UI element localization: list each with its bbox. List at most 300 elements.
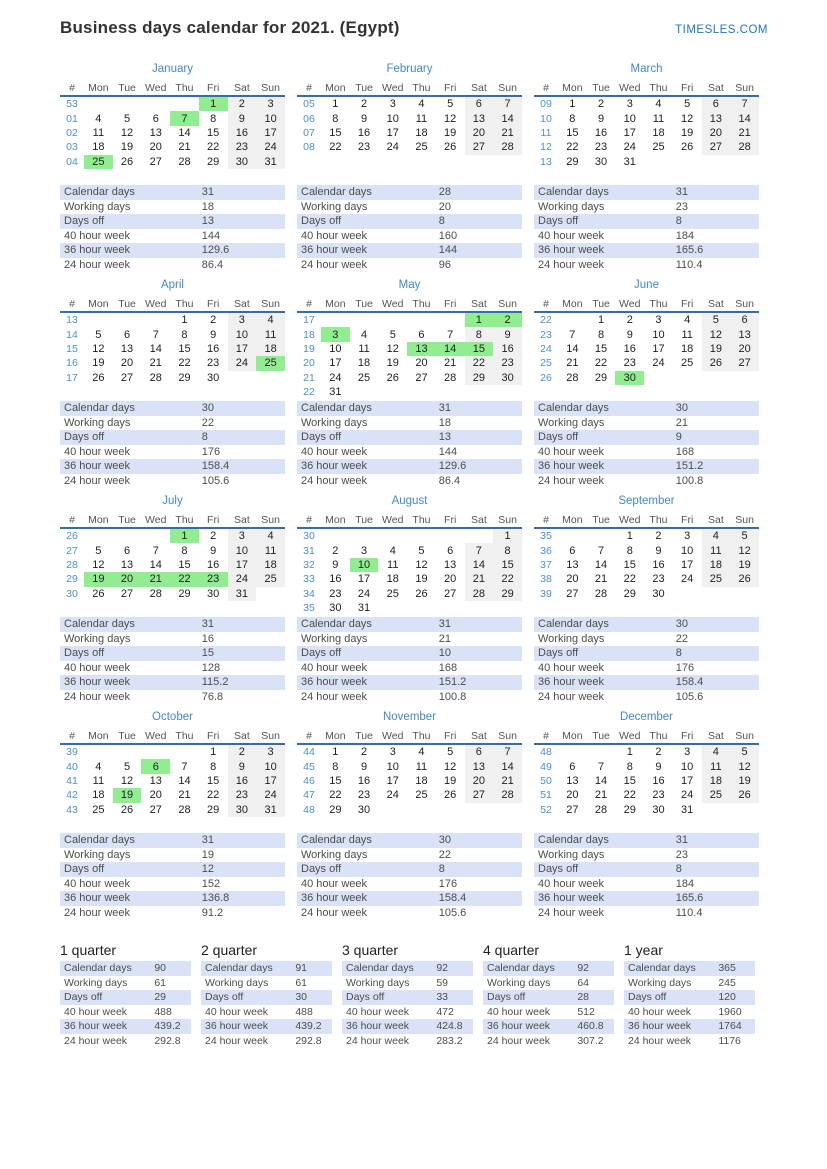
stat-value: 15 (201, 647, 214, 660)
day-cell: 15 (493, 558, 522, 572)
stat-label: 40 hour week (301, 877, 368, 890)
stat-value: 22 (675, 632, 688, 645)
stat-value: 105.6 (675, 690, 704, 703)
stat-value: 13 (201, 215, 214, 228)
stat-label: Days off (64, 991, 103, 1004)
week-row (60, 744, 285, 759)
stat-label: Working days (346, 976, 410, 989)
week-number: 40 (66, 760, 78, 773)
day-cell (84, 528, 113, 543)
stat-value: 158.4 (675, 676, 704, 689)
stat-label: 24 hour week (301, 906, 368, 919)
day-cell: 19 (444, 126, 457, 139)
day-header: Tue (113, 728, 142, 744)
day-cell: 23 (357, 141, 371, 154)
week-number: 31 (303, 544, 315, 557)
day-cell: 8 (210, 112, 217, 125)
week-number: 02 (66, 126, 78, 139)
day-cell: 11 (702, 759, 731, 773)
stat-label: Calendar days (628, 962, 696, 975)
week-row (534, 111, 759, 125)
day-cell: 22 (170, 572, 199, 586)
week-number: 12 (540, 141, 552, 154)
day-cell: 26 (681, 141, 694, 154)
stat-value: 488 (295, 1005, 313, 1018)
stats-row (297, 243, 522, 258)
day-cell: 5 (123, 760, 131, 773)
day-cell: 2 (210, 530, 217, 543)
stats-row (297, 646, 522, 661)
stats-row (624, 1034, 755, 1049)
stats-row (534, 877, 759, 892)
stats-row (60, 1005, 191, 1020)
day-header: Thu (407, 296, 436, 312)
day-cell: 13 (149, 126, 162, 139)
day-header: Wed (378, 80, 407, 96)
day-cell: 5 (95, 544, 102, 557)
day-cell: 9 (210, 544, 217, 557)
stat-value: 13 (438, 431, 451, 444)
day-cell: 20 (465, 774, 494, 788)
day-cell: 17 (256, 774, 285, 788)
stat-label: 40 hour week (64, 661, 131, 674)
week-row (60, 126, 285, 140)
stat-label: Days off (301, 431, 342, 444)
day-cell: 16 (357, 126, 371, 139)
day-header: # (60, 728, 84, 744)
day-cell: 19 (444, 774, 457, 787)
day-cell (228, 371, 257, 385)
day-cell: 9 (626, 328, 633, 341)
stat-label: 24 hour week (538, 690, 605, 703)
stat-value: 488 (154, 1005, 172, 1018)
day-cell: 17 (652, 342, 665, 355)
stat-label: 36 hour week (64, 460, 131, 473)
stats-row (342, 1005, 473, 1020)
stats-row (201, 976, 332, 991)
stat-value: 158.4 (201, 460, 230, 473)
week-number: 04 (66, 155, 78, 168)
stat-value: 105.6 (201, 474, 230, 487)
day-header: Mon (84, 80, 113, 96)
stats-table (60, 961, 191, 1048)
day-header: Sun (256, 512, 285, 528)
summary-1-year (624, 942, 755, 1048)
week-row (297, 385, 522, 399)
day-cell: 15 (623, 558, 636, 571)
day-cell: 15 (329, 774, 342, 787)
stats-table (297, 185, 522, 272)
day-cell: 24 (228, 572, 257, 586)
week-row (534, 155, 759, 169)
day-cell (113, 528, 142, 543)
page-header (60, 18, 768, 38)
stat-label: Working days (64, 848, 131, 861)
stats-row (297, 229, 522, 244)
day-cell: 10 (386, 112, 399, 125)
stat-label: Working days (64, 200, 131, 213)
day-cell: 29 (623, 803, 636, 816)
stats-row (534, 474, 759, 489)
day-cell: 6 (123, 328, 131, 341)
day-cell: 20 (149, 141, 162, 154)
stat-value: 61 (295, 976, 307, 989)
day-cell: 14 (493, 759, 522, 773)
day-header-row (297, 512, 522, 528)
day-cell: 31 (228, 587, 257, 601)
stat-label: 36 hour week (538, 460, 605, 473)
stats-row (297, 848, 522, 863)
day-cell: 27 (120, 587, 134, 600)
day-cell: 30 (652, 587, 665, 600)
stat-value: 16 (201, 632, 214, 645)
day-header: Mon (558, 296, 587, 312)
stat-value: 96 (438, 258, 451, 271)
stat-value: 176 (675, 661, 695, 674)
stats-row (60, 200, 285, 215)
day-cell: 3 (228, 528, 257, 543)
day-header: Fri (199, 728, 228, 744)
day-cell: 22 (623, 789, 636, 802)
stats-row (60, 833, 285, 848)
stat-label: Calendar days (346, 962, 414, 975)
day-cell (350, 528, 379, 543)
week-number: 45 (303, 760, 315, 773)
day-cell: 4 (418, 98, 425, 111)
stats-table (624, 961, 755, 1048)
day-header: Thu (170, 512, 199, 528)
summaries-row (60, 942, 768, 1048)
stats-row (60, 862, 285, 877)
day-cell: 28 (178, 155, 191, 168)
day-header: Sat (465, 512, 494, 528)
month-title: January (152, 63, 193, 75)
day-cell: 26 (120, 155, 134, 168)
day-cell: 25 (652, 141, 665, 154)
day-cell: 12 (730, 543, 759, 557)
stat-label: Days off (64, 431, 105, 444)
week-row (60, 543, 285, 557)
week-number: 50 (540, 774, 552, 787)
day-cell: 19 (415, 573, 428, 586)
week-row (534, 759, 759, 773)
day-cell (436, 385, 465, 399)
stat-label: 24 hour week (64, 474, 131, 487)
day-header: Thu (644, 296, 673, 312)
day-cell: 15 (178, 558, 191, 571)
stat-value: 144 (438, 445, 458, 458)
stats-row (483, 1005, 614, 1020)
day-header: Mon (321, 512, 350, 528)
month-august (297, 495, 522, 704)
day-header: Mon (558, 512, 587, 528)
stat-value: 110.4 (675, 258, 703, 271)
stat-label: Working days (628, 976, 692, 989)
day-cell: 10 (228, 327, 257, 341)
week-number: 52 (540, 803, 552, 816)
day-cell: 22 (329, 789, 342, 802)
day-cell: 8 (626, 760, 633, 773)
stat-value: 31 (201, 618, 214, 631)
calendar-table (534, 728, 759, 817)
day-header: Sun (256, 80, 285, 96)
stat-value: 30 (438, 834, 451, 847)
stat-value: 160 (438, 229, 458, 242)
calendar-table (534, 512, 759, 601)
day-cell: 1 (626, 746, 633, 759)
stat-label: Working days (64, 976, 128, 989)
day-cell: 13 (566, 774, 579, 787)
day-cell (350, 312, 379, 327)
summary-title: 3 quarter (342, 942, 399, 958)
day-cell (407, 803, 436, 817)
day-header: Sun (730, 512, 759, 528)
calendar-table (534, 80, 759, 169)
day-header: Thu (170, 80, 199, 96)
day-cell (493, 385, 522, 399)
day-header: Thu (170, 296, 199, 312)
day-cell (673, 371, 702, 385)
week-number: 18 (303, 328, 315, 341)
stat-label: Working days (538, 848, 605, 861)
day-cell (170, 96, 199, 111)
day-cell: 20 (444, 573, 457, 586)
stat-label: Calendar days (487, 962, 555, 975)
week-row (60, 155, 285, 169)
day-cell: 7 (597, 760, 605, 773)
week-number: 05 (303, 98, 315, 111)
stats-table (60, 833, 285, 920)
week-row (297, 96, 522, 111)
stats-row (534, 185, 759, 200)
day-cell: 18 (652, 126, 665, 139)
stats-row (60, 877, 285, 892)
stat-label: 24 hour week (538, 474, 605, 487)
week-number: 39 (66, 746, 78, 759)
stat-label: 36 hour week (64, 676, 131, 689)
day-cell: 16 (207, 558, 220, 571)
day-cell: 7 (152, 544, 159, 557)
day-cell: 5 (702, 312, 731, 327)
day-cell: 30 (329, 602, 342, 615)
stats-row (534, 632, 759, 647)
day-header: Wed (615, 296, 644, 312)
day-cell: 7 (465, 543, 494, 557)
day-cell: 7 (597, 544, 605, 557)
day-cell: 7 (569, 328, 576, 341)
day-cell (141, 96, 170, 111)
week-row (60, 371, 285, 385)
stat-value: 168 (438, 661, 458, 674)
month-title: December (619, 711, 674, 723)
day-cell: 9 (597, 112, 605, 125)
summary-3-quarter (342, 942, 473, 1048)
day-cell: 10 (681, 760, 694, 773)
day-cell (558, 312, 587, 327)
day-cell: 28 (594, 803, 608, 816)
day-cell: 26 (444, 789, 457, 802)
week-row (297, 140, 522, 154)
site-link[interactable]: TIMESLES.COM (675, 24, 768, 36)
day-cell: 29 (465, 371, 494, 385)
day-cell: 18 (702, 558, 731, 572)
day-header: Sun (730, 296, 759, 312)
day-cell: 19 (702, 342, 731, 356)
stat-value: 31 (438, 618, 451, 631)
week-row (534, 572, 759, 586)
stat-value: 92 (436, 962, 448, 975)
week-number: 30 (303, 530, 315, 543)
day-cell: 30 (207, 371, 220, 384)
day-cell: 31 (256, 803, 285, 817)
stat-value: 31 (675, 186, 688, 199)
day-cell: 22 (566, 141, 579, 154)
day-cell: 28 (594, 587, 608, 600)
calendar-table (297, 80, 522, 155)
day-cell: 25 (415, 141, 428, 154)
week-row (297, 788, 522, 802)
stat-label: Working days (487, 976, 551, 989)
day-cell: 23 (652, 789, 665, 802)
day-header: # (297, 512, 321, 528)
month-title: September (618, 495, 675, 507)
stat-value: 100.8 (675, 474, 704, 487)
day-cell: 21 (149, 357, 162, 370)
day-cell: 17 (681, 558, 694, 571)
day-cell: 28 (493, 788, 522, 802)
day-cell (730, 587, 759, 601)
stats-row (534, 891, 759, 906)
week-row (297, 601, 522, 615)
stats-row (534, 258, 759, 273)
day-cell: 28 (149, 587, 162, 600)
week-row (60, 587, 285, 601)
stat-value: 20 (438, 200, 451, 213)
stat-label: 40 hour week (205, 1005, 269, 1018)
day-cell: 3 (389, 746, 396, 759)
stat-label: Days off (301, 647, 342, 660)
day-header: Sun (256, 296, 285, 312)
week-number: 32 (303, 558, 315, 571)
stats-row (60, 617, 285, 632)
day-cell: 18 (92, 789, 105, 802)
day-cell: 30 (228, 155, 257, 169)
week-row (534, 543, 759, 557)
stat-value: 152 (201, 877, 221, 890)
stat-value: 21 (438, 632, 451, 645)
week-row (297, 744, 522, 759)
stats-row (534, 445, 759, 460)
week-number: 48 (540, 746, 552, 759)
week-row (60, 327, 285, 341)
stats-table (483, 961, 614, 1048)
day-cell: 13 (149, 774, 162, 787)
day-cell: 1 (170, 528, 199, 543)
calendar-wrap (60, 512, 285, 617)
day-cell: 2 (228, 744, 257, 759)
day-cell: 11 (415, 112, 428, 125)
week-row (534, 342, 759, 356)
week-row (60, 96, 285, 111)
stat-value: 92 (577, 962, 589, 975)
day-cell: 8 (569, 112, 576, 125)
summary-title: 1 quarter (60, 942, 117, 958)
stat-label: 24 hour week (628, 1034, 692, 1047)
day-cell: 21 (141, 572, 170, 586)
calendar-table (297, 728, 522, 817)
day-cell: 18 (702, 774, 731, 788)
day-cell: 4 (256, 312, 285, 327)
day-cell: 20 (149, 789, 162, 802)
stat-value: 86.4 (438, 474, 461, 487)
day-cell: 1 (332, 98, 339, 111)
day-cell: 7 (170, 111, 199, 125)
day-cell: 12 (415, 558, 428, 571)
day-cell: 12 (120, 774, 134, 787)
summary-1-quarter (60, 942, 191, 1048)
calendar-wrap (297, 80, 522, 185)
week-number: 41 (66, 774, 78, 787)
day-header: Wed (378, 296, 407, 312)
day-cell: 4 (655, 98, 662, 111)
stats-table (342, 961, 473, 1048)
stats-table (297, 833, 522, 920)
day-cell: 26 (730, 788, 759, 802)
day-header: Sun (730, 728, 759, 744)
day-cell: 1 (626, 530, 633, 543)
day-cell: 14 (178, 774, 191, 787)
stats-row (534, 416, 759, 431)
day-cell: 2 (655, 746, 662, 759)
day-cell: 24 (357, 587, 371, 600)
week-number: 33 (303, 573, 315, 586)
week-number: 19 (303, 342, 315, 355)
stat-value: 8 (675, 215, 682, 228)
stat-value: 115.2 (201, 676, 229, 689)
day-cell: 1 (210, 746, 217, 759)
day-cell (141, 744, 170, 759)
stats-row (60, 690, 285, 705)
day-cell: 12 (386, 342, 399, 355)
day-cell: 4 (702, 744, 731, 759)
stat-label: Calendar days (205, 962, 273, 975)
day-cell: 12 (92, 342, 105, 355)
day-header: Thu (644, 728, 673, 744)
calendar-wrap (297, 512, 522, 617)
day-header: Wed (615, 512, 644, 528)
week-row (297, 371, 522, 385)
stat-value: 424.8 (436, 1020, 463, 1033)
day-cell (141, 528, 170, 543)
day-header: Thu (407, 512, 436, 528)
month-title: April (160, 279, 184, 291)
day-cell: 27 (566, 587, 579, 600)
stat-value: 100.8 (438, 690, 467, 703)
day-cell: 10 (623, 112, 636, 125)
calendar-table (60, 728, 285, 817)
stats-table (534, 833, 759, 920)
stat-value: 120 (718, 991, 736, 1004)
stat-value: 29 (154, 991, 166, 1004)
day-cell: 25 (256, 572, 285, 586)
day-header: Wed (615, 80, 644, 96)
stat-value: 110.4 (675, 906, 703, 919)
stats-row (297, 833, 522, 848)
day-cell (350, 385, 379, 399)
day-cell (465, 601, 494, 615)
day-cell: 15 (465, 342, 494, 356)
day-cell (465, 385, 494, 399)
